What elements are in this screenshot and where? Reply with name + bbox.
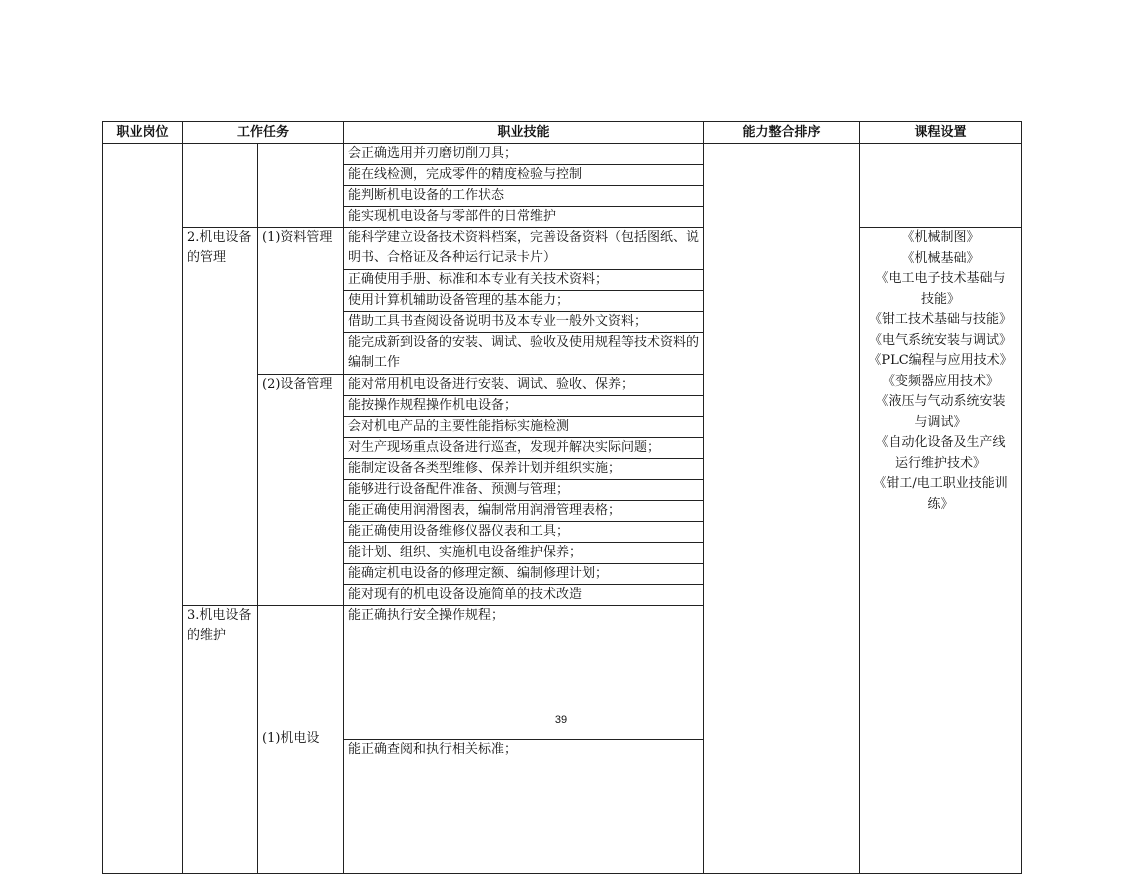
course-item: 《电工电子技术基础与 bbox=[875, 271, 1006, 286]
subtask-cell: (1)资料管理 bbox=[258, 228, 344, 375]
skill-cell: 能正确使用润滑图表，编制常用润滑管理表格； bbox=[344, 501, 704, 522]
table-row bbox=[103, 228, 1022, 270]
task-cell: 3.机电设备的维护 bbox=[183, 606, 258, 874]
course-item: 《钳工/电工职业技能训 bbox=[873, 476, 1008, 491]
skill-cell: 能正确执行安全操作规程； bbox=[344, 606, 704, 740]
ability-cell bbox=[704, 144, 860, 874]
course-item: 《机械基础》 bbox=[901, 250, 980, 266]
header-ability: 能力整合排序 bbox=[704, 122, 860, 144]
skill-cell: 能正确查阅和执行相关标准； bbox=[344, 739, 704, 873]
course-item: 《电气系统安装与调试》 bbox=[869, 332, 1013, 348]
course-item: 运行维护技术》 bbox=[895, 455, 987, 471]
curriculum-table bbox=[102, 121, 1022, 874]
task-cell: 2.机电设备的管理 bbox=[183, 228, 258, 606]
skill-cell: 能确定机电设备的修理定额、编制修理计划； bbox=[344, 564, 704, 585]
skill-cell: 能在线检测，完成零件的精度检验与控制 bbox=[344, 165, 704, 186]
table-row bbox=[103, 144, 1022, 165]
course-item: 技能》 bbox=[921, 291, 961, 307]
course-item: 《液压与气动系统安装 bbox=[875, 394, 1006, 409]
skill-cell: 能判断机电设备的工作状态 bbox=[344, 186, 704, 207]
skill-cell: 能实现机电设备与零部件的日常维护 bbox=[344, 207, 704, 228]
header-row bbox=[103, 122, 1022, 144]
course-item: 《PLC编程与应用技术》 bbox=[868, 353, 1013, 368]
subtask-cell: (1)机电设 bbox=[258, 606, 344, 874]
course-cell-empty bbox=[860, 144, 1022, 228]
course-list-cell bbox=[860, 228, 1022, 874]
page-number: 39 bbox=[554, 714, 568, 726]
skill-cell: 能科学建立设备技术资料档案，完善设备资料（包括图纸、说明书、合格证及各种运行记录卡片） bbox=[344, 228, 704, 270]
skill-cell: 能计划、组织、实施机电设备维护保养； bbox=[344, 543, 704, 564]
skill-cell: 借助工具书查阅设备说明书及本专业一般外文资料； bbox=[344, 312, 704, 333]
skill-cell: 能正确使用设备维修仪器仪表和工具； bbox=[344, 522, 704, 543]
skill-cell: 能对常用机电设备进行安装、调试、验收、保养； bbox=[344, 375, 704, 396]
course-item: 练》 bbox=[927, 496, 954, 512]
skill-cell: 正确使用手册、标准和本专业有关技术资料； bbox=[344, 270, 704, 291]
course-item: 《钳工技术基础与技能》 bbox=[869, 312, 1013, 327]
skill-cell: 对生产现场重点设备进行巡查，发现并解决实际问题； bbox=[344, 438, 704, 459]
skill-cell: 能对现有的机电设备设施简单的技术改造 bbox=[344, 585, 704, 606]
skill-cell: 会对机电产品的主要性能指标实施检测 bbox=[344, 417, 704, 438]
course-item: 《变频器应用技术》 bbox=[882, 373, 1000, 389]
subtask-cell: (2)设备管理 bbox=[258, 375, 344, 606]
position-cell bbox=[103, 144, 183, 874]
course-item: 《机械制图》 bbox=[901, 230, 980, 245]
skill-cell: 能完成新到设备的安装、调试、验收及使用规程等技术资料的编制工作 bbox=[344, 333, 704, 375]
subtask-cell-empty bbox=[258, 144, 344, 228]
header-skill: 职业技能 bbox=[344, 122, 704, 144]
header-task: 工作任务 bbox=[183, 122, 344, 144]
skill-cell: 会正确选用并刃磨切削刀具； bbox=[344, 144, 704, 165]
task-cell-empty bbox=[183, 144, 258, 228]
course-item: 与调试》 bbox=[914, 414, 967, 430]
skill-cell: 能够进行设备配件准备、预测与管理； bbox=[344, 480, 704, 501]
course-item: 《自动化设备及生产线 bbox=[875, 435, 1006, 450]
skill-cell: 能按操作规程操作机电设备； bbox=[344, 396, 704, 417]
skill-cell: 使用计算机辅助设备管理的基本能力； bbox=[344, 291, 704, 312]
header-position: 职业岗位 bbox=[103, 122, 183, 144]
skill-cell: 能制定设备各类型维修、保养计划并组织实施； bbox=[344, 459, 704, 480]
header-course: 课程设置 bbox=[860, 122, 1022, 144]
